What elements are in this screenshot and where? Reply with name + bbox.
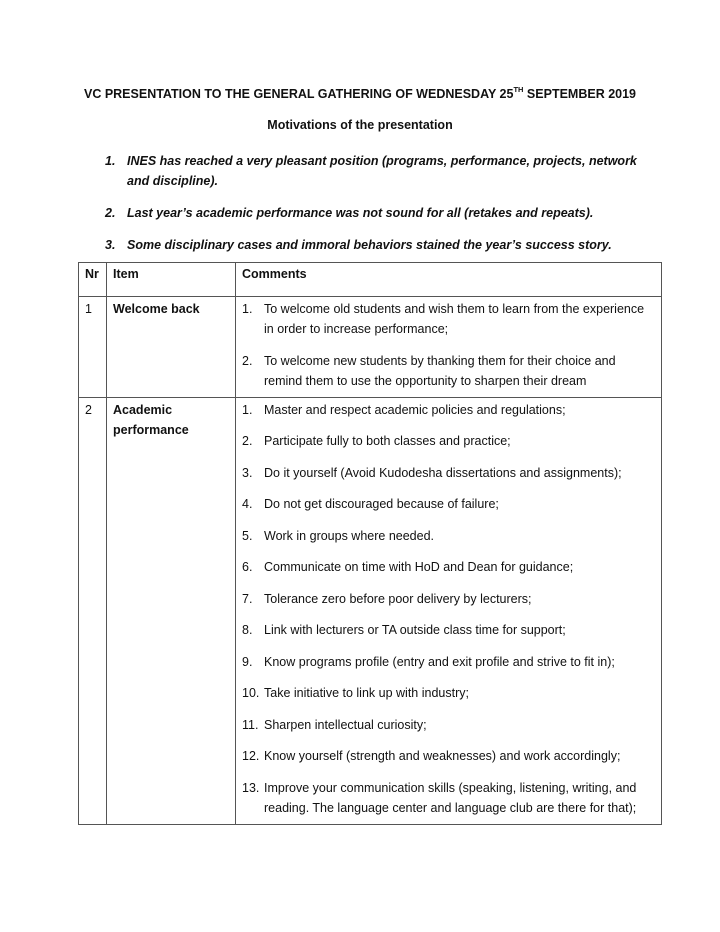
comment-item: [242, 589, 655, 609]
comment-number: 1.: [242, 402, 253, 417]
comment-text: Link with lecturers or TA outside class time for support;: [264, 623, 566, 637]
comment-item: [242, 778, 655, 818]
row-item-cell: [107, 397, 236, 824]
comment-number: 2.: [242, 434, 253, 448]
row-item: Academic performance: [113, 402, 189, 437]
table-row: [79, 397, 662, 824]
row-nr-cell: [79, 397, 107, 824]
comment-item: [242, 463, 655, 483]
comment-text: Improve your communication skills (speaking, listening, writing, and reading. The language center and language club are there for that);: [264, 780, 637, 815]
row-nr: 2: [85, 402, 92, 417]
comment-text: Communicate on time with HoD and Dean for guidance;: [264, 560, 574, 574]
comment-text: Work in groups where needed.: [264, 528, 435, 543]
motivation-item: [105, 151, 650, 191]
header-nr: Nr: [79, 263, 107, 297]
comment-text: Take initiative to link up with industry;: [264, 686, 469, 700]
comment-item: [242, 557, 655, 577]
comment-item: [242, 351, 655, 391]
table-row: [79, 297, 662, 398]
motivation-item: [105, 203, 650, 223]
comment-item: [242, 683, 655, 703]
comment-number: 12.: [242, 749, 260, 763]
comment-number: 2.: [242, 353, 253, 368]
comment-item: [242, 715, 655, 735]
comment-text: Tolerance zero before poor delivery by lecturers;: [264, 591, 532, 606]
header-item: Item: [107, 263, 236, 297]
comment-text: Do it yourself (Avoid Kudodesha dissertations and assignments);: [264, 465, 622, 480]
comment-text: Sharpen intellectual curiosity;: [264, 717, 427, 732]
comment-text: To welcome old students and wish them to learn from the experience in order to increase performance;: [264, 302, 645, 336]
comment-number: 7.: [242, 591, 253, 606]
comment-item: [242, 746, 655, 766]
comments-list: [242, 297, 655, 397]
motivation-text: Last year’s academic performance was not sound for all (retakes and repeats).: [127, 206, 594, 220]
row-item-cell: [107, 297, 236, 398]
comment-item: [242, 652, 655, 672]
comment-number: 1.: [242, 302, 253, 316]
comment-text: Participate fully to both classes and practice;: [264, 434, 511, 448]
comment-number: 3.: [242, 465, 253, 480]
comment-number: 9.: [242, 654, 253, 669]
motivation-text: Some disciplinary cases and immoral behaviors stained the year’s success story.: [127, 238, 612, 252]
motivation-item: [105, 235, 650, 255]
table-header-row: [79, 263, 662, 297]
comment-item: [242, 526, 655, 546]
row-comments-cell: [236, 297, 662, 398]
comment-item: [242, 431, 655, 451]
motivation-number: 2.: [105, 206, 116, 220]
agenda-table: [78, 262, 662, 825]
document-title: [0, 86, 720, 101]
comment-item: [242, 400, 655, 420]
motivation-number: 3.: [105, 238, 116, 252]
comment-number: 5.: [242, 528, 253, 543]
title-tail: SEPTEMBER 2019: [523, 87, 636, 102]
comment-text: Know yourself (strength and weaknesses) and work accordingly;: [264, 749, 621, 763]
comment-number: 8.: [242, 623, 253, 637]
comments-list: [242, 398, 655, 824]
document-subtitle: Motivations of the presentation: [267, 118, 453, 132]
row-comments-cell: [236, 397, 662, 824]
comment-item: [242, 494, 655, 514]
comment-number: 10.: [242, 686, 260, 700]
motivations-list: [105, 151, 650, 267]
title-superscript: TH: [513, 85, 524, 94]
header-comments: Comments: [236, 263, 662, 297]
comment-text: Know programs profile (entry and exit profile and strive to fit in);: [264, 654, 615, 669]
row-nr: 1: [85, 302, 92, 316]
comment-number: 11.: [242, 717, 259, 732]
title-main: VC PRESENTATION TO THE GENERAL GATHERING OF WEDNESDAY 25: [83, 87, 514, 102]
comment-item: [242, 299, 655, 339]
comment-text: To welcome new students by thanking them for their choice and remind them to use the opportunity to sharpen their dream: [264, 353, 616, 388]
row-item: Welcome back: [113, 302, 200, 316]
row-nr-cell: [79, 297, 107, 398]
comment-item: [242, 620, 655, 640]
motivation-text: INES has reached a very pleasant position (programs, performance, projects, network and discipline).: [127, 154, 637, 188]
comment-number: 13.: [242, 780, 260, 795]
comment-number: 6.: [242, 560, 253, 574]
comment-text: Master and respect academic policies and regulations;: [264, 402, 566, 417]
comment-text: Do not get discouraged because of failure;: [264, 497, 499, 511]
comment-number: 4.: [242, 497, 253, 511]
motivation-number: 1.: [105, 154, 116, 168]
